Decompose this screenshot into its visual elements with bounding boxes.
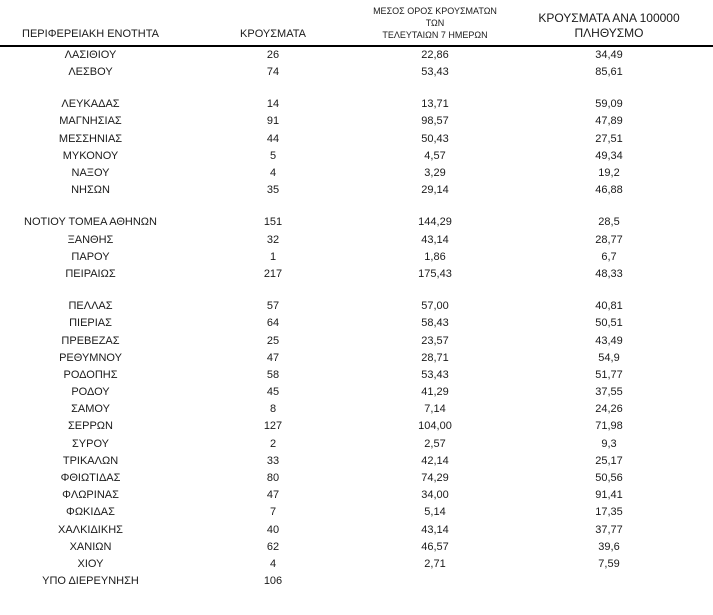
table-header	[0, 0, 713, 46]
per100k-cell: 54,9	[598, 351, 620, 364]
column-header-per100k-line2: ΠΛΗΘΥΣΜΟ	[574, 26, 644, 40]
per100k-cell	[505, 283, 713, 298]
per100k-cell: 50,56	[595, 472, 623, 485]
cases-cell: 14	[266, 98, 280, 111]
region-cell	[0, 283, 181, 298]
avg7-cell: 53,43	[421, 368, 449, 381]
table-row	[0, 96, 713, 113]
table-row	[0, 266, 713, 283]
cases-cell: 151	[263, 216, 283, 229]
region-cell: ΝΑΞΟΥ	[71, 167, 110, 180]
table-row	[0, 232, 713, 249]
per100k-cell: 6,7	[601, 250, 617, 263]
table-row	[0, 350, 713, 367]
cases-cell: 45	[266, 386, 280, 399]
region-cell: ΡΟΔΟΠΗΣ	[63, 368, 118, 381]
cases-cell: 127	[263, 420, 283, 433]
region-cell: ΧΑΝΙΩΝ	[69, 540, 112, 553]
avg7-cell: 144,29	[418, 216, 452, 229]
avg7-cell: 13,71	[421, 98, 449, 111]
avg7-cell: 23,57	[421, 334, 449, 347]
avg7-cell: 43,14	[421, 523, 449, 536]
avg7-cell: 5,14	[424, 506, 446, 519]
cases-cell: 5	[269, 149, 277, 162]
per100k-cell: 28,77	[595, 233, 623, 246]
table-row	[0, 332, 713, 349]
per100k-cell: 49,34	[595, 149, 623, 162]
cases-cell: 62	[266, 540, 280, 553]
table-row	[0, 556, 713, 573]
region-cell: ΡΟΔΟΥ	[71, 386, 110, 399]
per100k-cell: 24,26	[595, 403, 623, 416]
per100k-cell: 48,33	[595, 267, 623, 280]
cases-cell	[181, 81, 365, 96]
avg7-cell	[365, 199, 505, 214]
region-cell	[0, 81, 181, 96]
region-cell: ΛΕΣΒΟΥ	[68, 66, 113, 79]
region-cell: ΞΑΝΘΗΣ	[67, 233, 114, 246]
region-cell: ΥΠΟ ΔΙΕΡΕΥΝΗΣΗ	[42, 575, 139, 588]
cases-cell: 32	[266, 233, 280, 246]
spacer-row	[0, 283, 713, 298]
per100k-cell: 19,2	[598, 167, 620, 180]
avg7-cell: 28,71	[421, 351, 449, 364]
table-row	[0, 401, 713, 418]
table-row	[0, 504, 713, 521]
per100k-cell: 40,81	[595, 300, 623, 313]
cases-cell	[181, 199, 365, 214]
column-header-per100k-line1: ΚΡΟΥΣΜΑΤΑ ΑΝΑ 100000	[538, 11, 680, 25]
cases-cell: 25	[266, 334, 280, 347]
region-cell: ΦΘΙΩΤΙΔΑΣ	[60, 472, 121, 485]
region-cell: ΜΥΚΟΝΟΥ	[62, 149, 119, 162]
cases-cell: 44	[266, 132, 280, 145]
column-header-avg7-line1: ΜΕΣΟΣ ΟΡΟΣ ΚΡΟΥΣΜΑΤΩΝ ΤΩΝ	[373, 6, 497, 28]
per100k-cell: 37,77	[595, 523, 623, 536]
table-row	[0, 573, 713, 590]
avg7-cell: 1,86	[424, 250, 446, 263]
cases-cell: 4	[269, 167, 277, 180]
spacer-row	[0, 81, 713, 96]
per100k-cell: 7,59	[598, 557, 620, 570]
spacer-row	[0, 199, 713, 214]
region-cell: ΠΙΕΡΙΑΣ	[69, 317, 112, 330]
column-header-per100k	[505, 0, 713, 46]
table-body	[0, 46, 713, 590]
avg7-cell: 58,43	[421, 317, 449, 330]
table-row	[0, 113, 713, 130]
avg7-cell: 22,86	[421, 49, 449, 61]
cases-cell: 58	[266, 368, 280, 381]
region-cell: ΠΡΕΒΕΖΑΣ	[61, 334, 120, 347]
column-header-avg7-line2: ΤΕΛΕΥΤΑΙΩΝ 7 ΗΜΕΡΩΝ	[382, 30, 488, 40]
avg7-cell	[365, 81, 505, 96]
per100k-cell: 34,49	[595, 49, 623, 61]
avg7-cell: 42,14	[421, 454, 449, 467]
region-cell: ΝΗΣΩΝ	[71, 184, 110, 197]
header-row	[0, 0, 713, 46]
avg7-cell: 3,29	[424, 167, 446, 180]
cases-cell: 33	[266, 454, 280, 467]
table-row	[0, 249, 713, 266]
avg7-cell: 2,57	[424, 437, 446, 450]
column-header-region	[0, 0, 181, 46]
cases-cell: 64	[266, 317, 280, 330]
per100k-cell: 46,88	[595, 184, 623, 197]
cases-cell: 1	[269, 250, 277, 263]
cases-cell: 8	[269, 403, 277, 416]
region-cell: ΤΡΙΚΑΛΩΝ	[62, 454, 119, 467]
cases-cell: 47	[266, 489, 280, 502]
avg7-cell: 74,29	[421, 472, 449, 485]
region-cell: ΝΟΤΙΟΥ ΤΟΜΕΑ ΑΘΗΝΩΝ	[24, 216, 157, 229]
region-cell: ΣΥΡΟΥ	[71, 437, 109, 450]
column-header-cases	[181, 0, 365, 46]
column-header-avg7	[365, 0, 505, 46]
cases-cell: 106	[263, 575, 283, 588]
per100k-cell: 27,51	[595, 132, 623, 145]
cases-cell: 91	[266, 115, 280, 128]
region-cell: ΠΕΙΡΑΙΩΣ	[65, 267, 116, 280]
table-row	[0, 182, 713, 199]
avg7-cell: 46,57	[421, 540, 449, 553]
avg7-cell: 50,43	[421, 132, 449, 145]
cases-cell: 40	[266, 523, 280, 536]
table-row	[0, 522, 713, 539]
per100k-cell: 59,09	[595, 98, 623, 111]
region-cell: ΡΕΘΥΜΝΟΥ	[59, 351, 122, 364]
region-cell: ΠΕΛΛΑΣ	[68, 300, 113, 313]
table-row	[0, 453, 713, 470]
column-header-cases-label: ΚΡΟΥΣΜΑΤΑ	[240, 28, 306, 40]
per100k-cell: 51,77	[595, 368, 623, 381]
per100k-cell: 9,3	[601, 437, 617, 450]
per100k-cell: 47,89	[595, 115, 623, 128]
cases-cell: 7	[269, 506, 277, 519]
avg7-cell	[365, 283, 505, 298]
table-row	[0, 64, 713, 81]
cases-cell: 74	[266, 66, 280, 79]
region-cell: ΦΛΩΡΙΝΑΣ	[62, 489, 119, 502]
table-row	[0, 46, 713, 64]
region-cell: ΠΑΡΟΥ	[71, 250, 110, 263]
table-row	[0, 539, 713, 556]
cases-cell: 4	[269, 557, 277, 570]
cases-cell: 47	[266, 351, 280, 364]
table-row	[0, 131, 713, 148]
per100k-cell: 17,35	[595, 506, 623, 519]
avg7-cell: 175,43	[418, 267, 452, 280]
per100k-cell	[505, 199, 713, 214]
cases-cell	[181, 283, 365, 298]
table-row	[0, 470, 713, 487]
avg7-cell: 29,14	[421, 184, 449, 197]
region-cell: ΜΕΣΣΗΝΙΑΣ	[58, 132, 123, 145]
per100k-cell: 71,98	[595, 420, 623, 433]
region-cell: ΧΑΛΚΙΔΙΚΗΣ	[58, 523, 123, 536]
region-cell: ΧΙΟΥ	[77, 557, 104, 570]
per100k-cell: 50,51	[595, 317, 623, 330]
table-row	[0, 214, 713, 231]
table-row	[0, 487, 713, 504]
cases-cell: 26	[266, 49, 280, 61]
table-row	[0, 418, 713, 435]
region-cell: ΛΕΥΚΑΔΑΣ	[61, 98, 120, 111]
avg7-cell: 43,14	[421, 233, 449, 246]
per100k-cell: 91,41	[595, 489, 623, 502]
table-row	[0, 367, 713, 384]
region-cell: ΛΑΣΙΘΙΟΥ	[64, 49, 117, 61]
avg7-cell: 98,57	[421, 115, 449, 128]
cases-cell: 57	[266, 300, 280, 313]
per100k-cell: 28,5	[598, 216, 620, 229]
per100k-cell: 85,61	[595, 66, 623, 79]
table-row	[0, 298, 713, 315]
avg7-cell: 34,00	[421, 489, 449, 502]
region-cell	[0, 199, 181, 214]
region-cell: ΣΑΜΟΥ	[71, 403, 110, 416]
per100k-cell: 37,55	[595, 386, 623, 399]
region-cell: ΜΑΓΝΗΣΙΑΣ	[59, 115, 122, 128]
per100k-cell	[505, 573, 713, 590]
table-row	[0, 384, 713, 401]
cases-cell: 217	[263, 267, 283, 280]
avg7-cell: 4,57	[424, 149, 446, 162]
region-cell: ΦΩΚΙΔΑΣ	[66, 506, 115, 519]
avg7-cell: 104,00	[418, 420, 452, 433]
avg7-cell	[365, 573, 505, 590]
region-cell: ΣΕΡΡΩΝ	[68, 420, 113, 433]
table-row	[0, 165, 713, 182]
cases-cell: 2	[269, 437, 277, 450]
table-row	[0, 148, 713, 165]
cases-cell: 35	[266, 184, 280, 197]
avg7-cell: 41,29	[421, 386, 449, 399]
per100k-cell: 39,6	[598, 540, 620, 553]
table-row	[0, 315, 713, 332]
per100k-cell: 25,17	[595, 454, 623, 467]
avg7-cell: 7,14	[424, 403, 446, 416]
avg7-cell: 57,00	[421, 300, 449, 313]
table-row	[0, 436, 713, 453]
cases-cell: 80	[266, 472, 280, 485]
avg7-cell: 53,43	[421, 66, 449, 79]
per100k-cell: 43,49	[595, 334, 623, 347]
column-header-region-label: ΠΕΡΙΦΕΡΕΙΑΚΗ ΕΝΟΤΗΤΑ	[22, 28, 159, 40]
per100k-cell	[505, 81, 713, 96]
avg7-cell: 2,71	[424, 557, 446, 570]
